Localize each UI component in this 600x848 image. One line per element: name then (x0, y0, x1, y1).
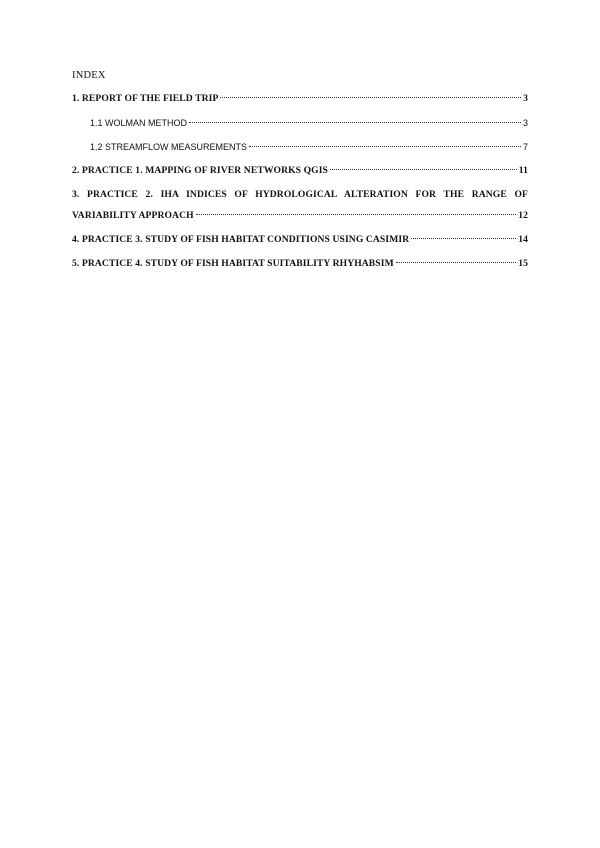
dot-leader (189, 122, 521, 123)
toc-page-number: 12 (518, 210, 528, 221)
toc-entry-1-1[interactable] (72, 116, 528, 130)
table-of-contents (72, 92, 528, 281)
toc-entry-text: 2. PRACTICE 1. MAPPING OF RIVER NETWORKS QGIS (72, 165, 328, 176)
toc-entry-1[interactable] (72, 92, 528, 106)
toc-page-number: 15 (518, 258, 528, 269)
toc-entry-continuation (72, 209, 528, 223)
dot-leader (411, 238, 516, 239)
toc-entry-text: VARIABILITY APPROACH (72, 210, 194, 221)
dot-leader (220, 97, 521, 98)
toc-entry-5[interactable] (72, 257, 528, 271)
toc-page-number: 7 (522, 142, 528, 152)
toc-entry-text: 3. PRACTICE 2. IHA INDICES OF HYDROLOGICAL ALTERATION FOR THE RANGE OF (72, 189, 528, 200)
toc-entry-1-2[interactable] (72, 140, 528, 154)
dot-leader (396, 262, 516, 263)
dot-leader (196, 214, 517, 215)
toc-entry-text: 5. PRACTICE 4. STUDY OF FISH HABITAT SUITABILITY RHYHABSIM (72, 258, 394, 269)
toc-entry-2[interactable] (72, 164, 528, 178)
dot-leader (330, 169, 517, 170)
toc-page-number: 3 (523, 93, 528, 104)
toc-entry-text: 4. PRACTICE 3. STUDY OF FISH HABITAT CONDITIONS USING CASIMIR (72, 234, 410, 245)
toc-entry-4[interactable] (72, 233, 528, 247)
index-heading: INDEX (72, 70, 106, 81)
dot-leader (249, 146, 521, 147)
toc-entry-3[interactable] (72, 188, 528, 223)
toc-entry-text: 1. REPORT OF THE FIELD TRIP (72, 93, 219, 104)
toc-page-number: 3 (522, 118, 528, 128)
toc-page-number: 14 (518, 234, 528, 245)
toc-entry-text: 1.2 STREAMFLOW MEASUREMENTS (90, 142, 248, 152)
toc-page-number: 11 (518, 165, 528, 176)
toc-entry-text: 1.1 WOLMAN METHOD (90, 118, 188, 128)
